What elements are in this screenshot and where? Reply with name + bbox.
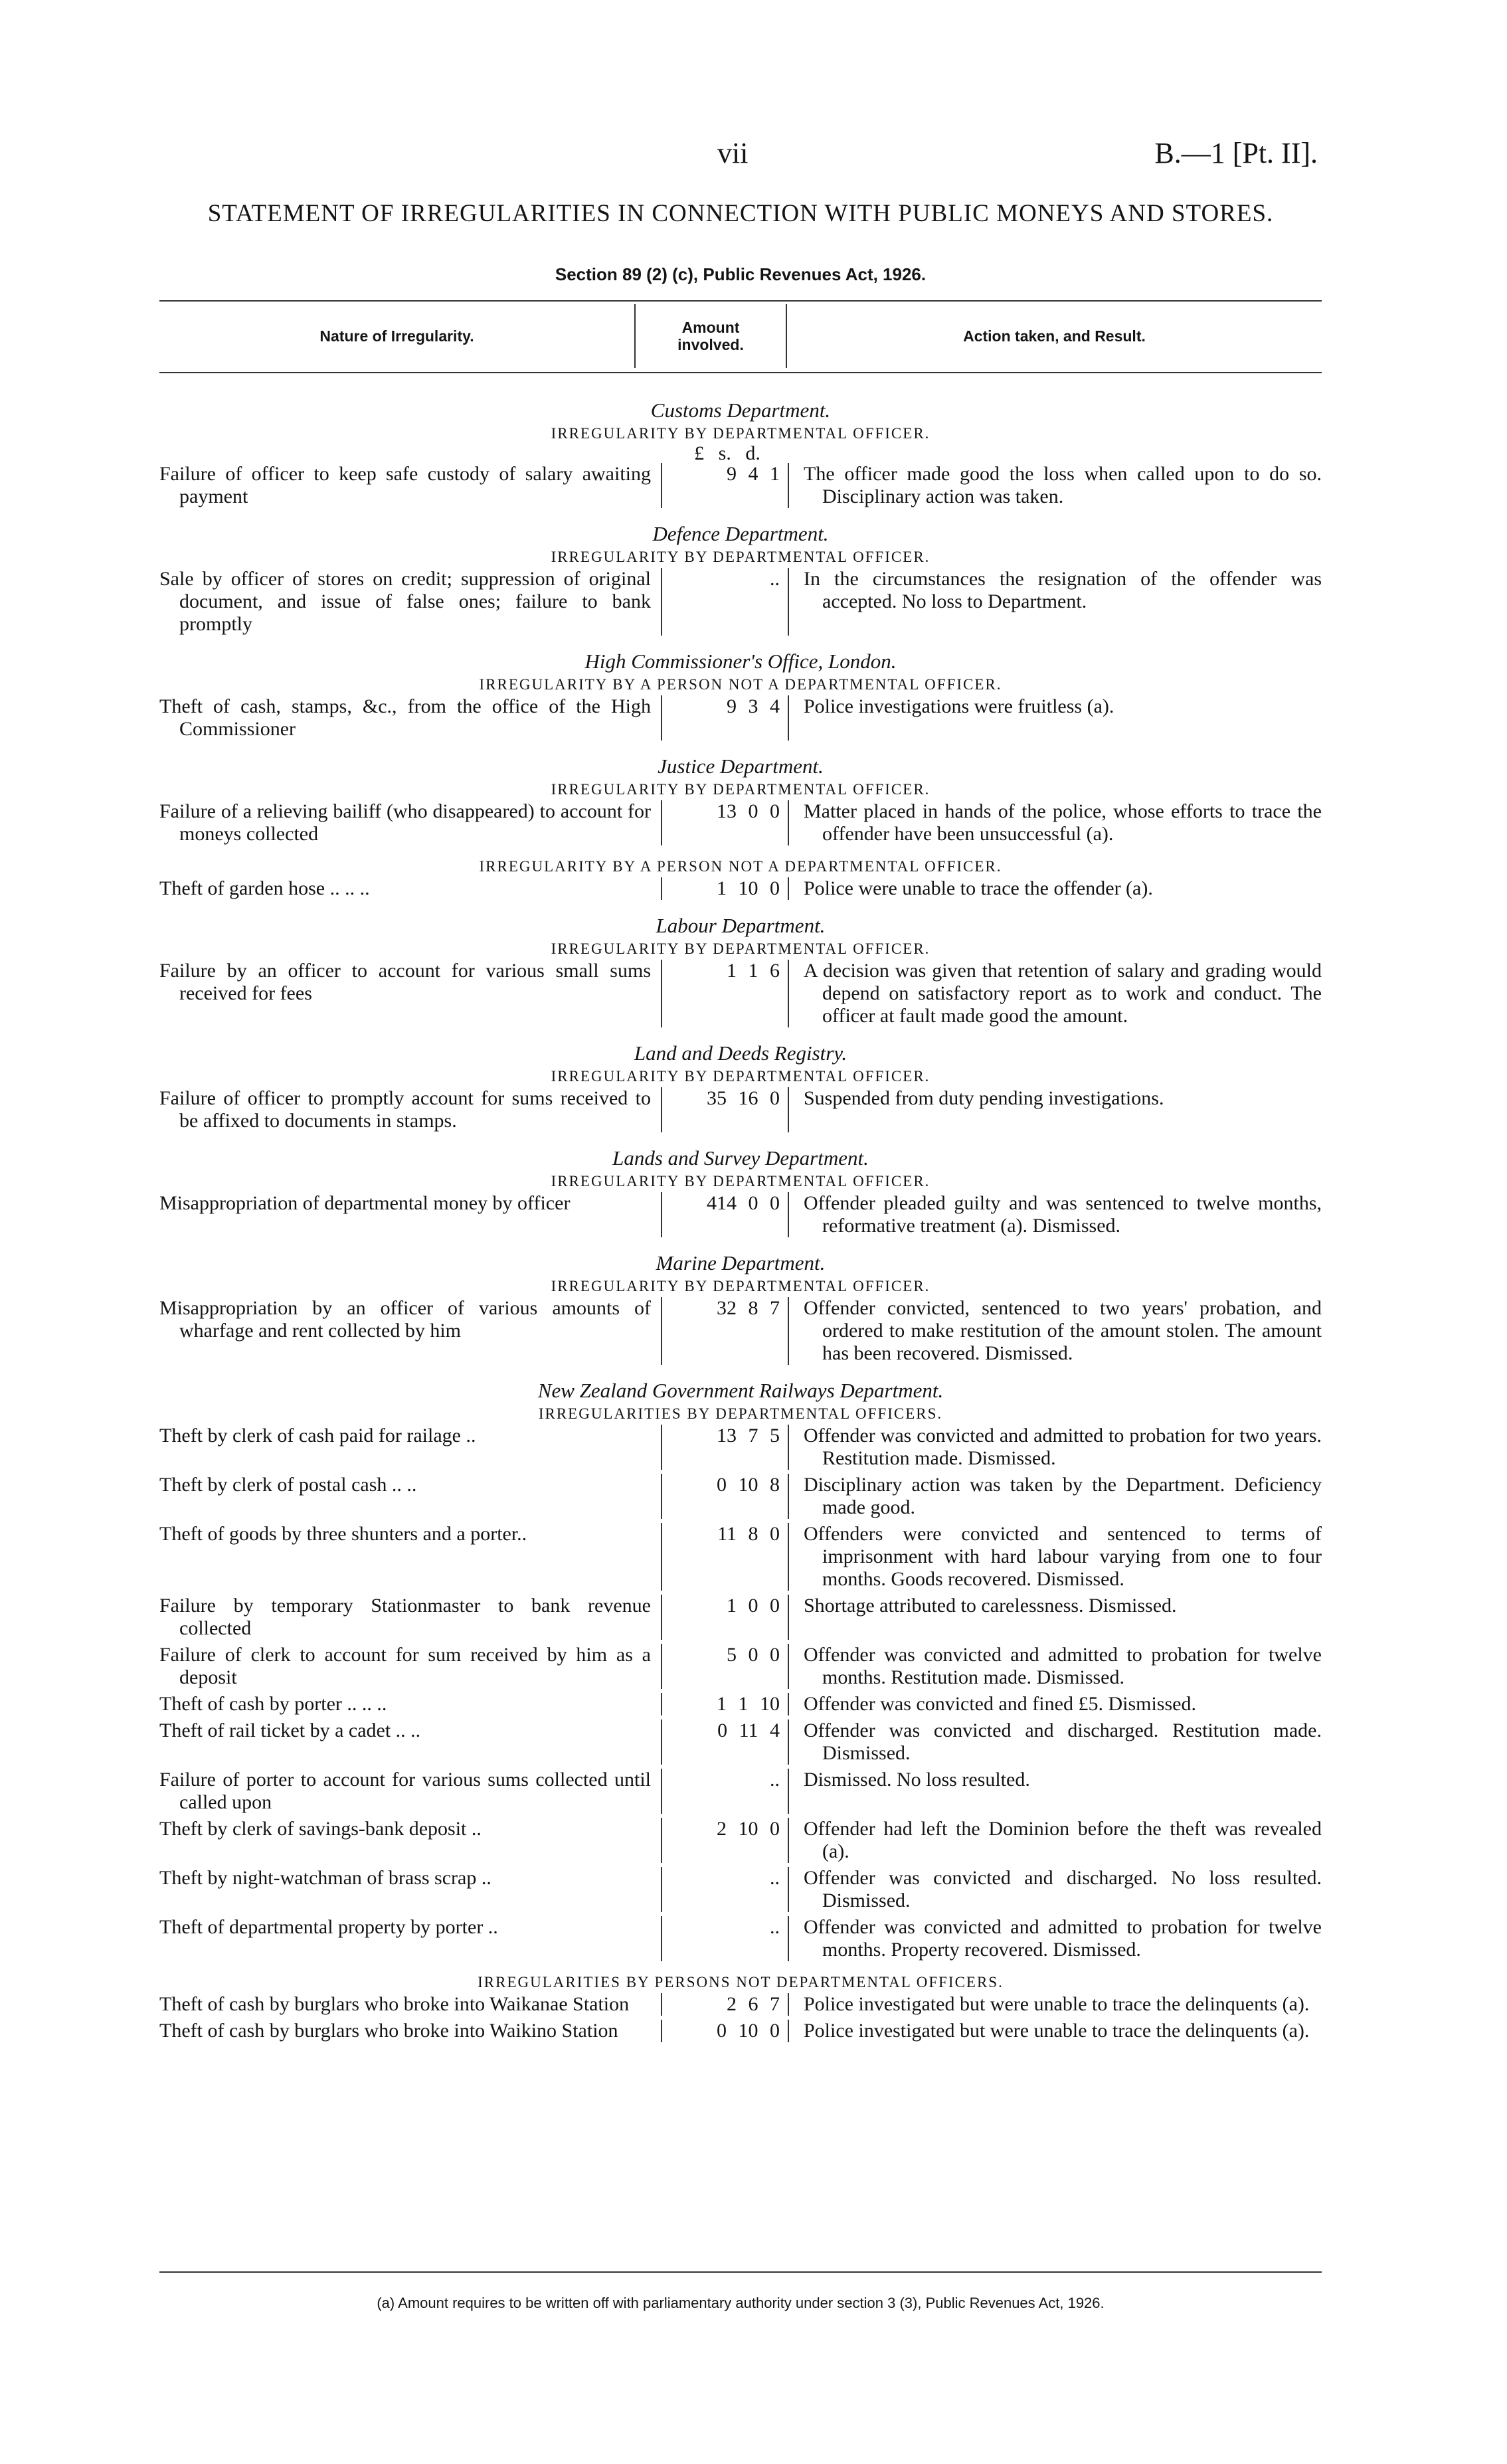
amount-divider-right [788, 1523, 789, 1591]
nature-cell: Theft of goods by three shunters and a porter.. [159, 1523, 527, 1545]
table-row [159, 1297, 1322, 1365]
department-heading: Labour Department. [656, 914, 826, 937]
amount-divider-right [788, 800, 789, 845]
amount-value: 1 1 10 [717, 1693, 780, 1715]
action-cell: Offender was convicted and fined £5. Dismissed. [804, 1693, 1196, 1715]
irregularity-heading: IRREGULARITY BY DEPARTMENTAL OFFICER. [551, 781, 931, 798]
amount-divider-left [661, 695, 662, 741]
table-row [159, 1693, 1322, 1716]
table-row [159, 1818, 1322, 1863]
amount-divider-left [661, 1523, 662, 1591]
amount-cell [651, 1769, 804, 1814]
amount-divider-right [788, 1818, 789, 1863]
amount-cell [651, 1595, 804, 1640]
amount-divider-right [788, 1192, 789, 1237]
amount-divider-right [788, 568, 789, 636]
amount-cell [651, 800, 804, 845]
group-gap [159, 1365, 1322, 1375]
irregularity-heading: IRREGULARITY BY DEPARTMENTAL OFFICER. [551, 1173, 931, 1189]
table-row [159, 1644, 1322, 1689]
action-cell: Police investigated but were unable to trace the delinquents (a). [804, 2020, 1310, 2042]
action-cell: Offender was convicted and admitted to probation for twelve months. Restitution made. Dismissed. [804, 1644, 1322, 1688]
nature-cell: Theft of cash by burglars who broke into Waikino Station [159, 2020, 618, 2042]
amount-divider-left [661, 568, 662, 636]
amount-value: .. [770, 568, 780, 590]
amount-cell [651, 1087, 804, 1132]
amount-divider-left [661, 1087, 662, 1132]
footnote: (a) Amount requires to be written off with parliamentary authority under section 3 (3), Public Revenues Act, 1926. [377, 2295, 1105, 2311]
irregularity-heading: IRREGULARITY BY DEPARTMENTAL OFFICER. [551, 549, 931, 565]
amount-divider-right [788, 1425, 789, 1470]
amount-value: .. [770, 1867, 780, 1889]
department-heading: High Commissioner's Office, London. [584, 650, 897, 673]
amount-divider-right [788, 1087, 789, 1132]
amount-divider-left [661, 1769, 662, 1814]
amount-value: 13 7 5 [717, 1425, 780, 1447]
group-gap [159, 900, 1322, 911]
amount-value: 2 10 0 [717, 1818, 780, 1840]
nature-cell: Theft by clerk of cash paid for railage .. [159, 1425, 476, 1447]
amount-value: .. [770, 1769, 780, 1791]
table-row [159, 1769, 1322, 1814]
amount-divider-right [788, 1693, 789, 1716]
table-row [159, 2020, 1322, 2042]
irregularity-heading: IRREGULARITY BY DEPARTMENTAL OFFICER. [551, 1278, 931, 1294]
amount-divider-left [661, 800, 662, 845]
amount-divider-right [788, 1916, 789, 1961]
action-cell: The officer made good the loss when called upon to do so. Disciplinary action was taken. [804, 463, 1322, 507]
amount-cell [651, 568, 804, 636]
amount-cell [651, 1693, 804, 1716]
nature-cell: Theft by clerk of savings-bank deposit .. [159, 1818, 482, 1840]
amount-divider-left [661, 1595, 662, 1640]
amount-divider-left [661, 2020, 662, 2042]
department-heading: Defence Department. [652, 522, 829, 545]
amount-cell [651, 1425, 804, 1470]
action-cell: Offender pleaded guilty and was sentenced to twelve months, reformative treatment (a). Dismissed. [804, 1192, 1322, 1237]
nature-cell: Misappropriation by an officer of various amounts of wharfage and rent collected by him [159, 1297, 651, 1342]
amount-cell [651, 695, 804, 741]
amount-divider-left [661, 877, 662, 900]
column-header-amount: Amount involved. [677, 319, 744, 353]
action-cell: Police were unable to trace the offender (a). [804, 877, 1153, 899]
nature-cell: Theft of rail ticket by a cadet .. .. [159, 1719, 421, 1741]
amount-divider-left [661, 1297, 662, 1365]
header-divider-left [634, 304, 636, 368]
currency-units-row [159, 444, 1322, 463]
nature-cell: Failure of officer to promptly account for sums received to be affixed to documents in stamps. [159, 1087, 651, 1132]
department-heading: New Zealand Government Railways Department. [537, 1379, 944, 1402]
amount-divider-right [788, 1993, 789, 2016]
amount-value: 1 1 6 [727, 960, 780, 982]
irregularity-heading: IRREGULARITY BY DEPARTMENTAL OFFICER. [551, 425, 931, 442]
amount-value: .. [770, 1916, 780, 1938]
department-heading: Marine Department. [656, 1251, 826, 1275]
action-cell: Offenders were convicted and sentenced to terms of imprisonment with hard labour varying from one to four months. Goods recovered. Dismissed. [804, 1523, 1322, 1590]
nature-cell: Theft by clerk of postal cash .. .. [159, 1474, 417, 1496]
page-title: STATEMENT OF IRREGULARITIES IN CONNECTION WITH PUBLIC MONEYS AND STORES. [207, 200, 1274, 227]
amount-cell [651, 1192, 804, 1237]
nature-cell: Theft by night-watchman of brass scrap .. [159, 1867, 491, 1889]
amount-divider-right [788, 877, 789, 900]
amount-cell [651, 1719, 804, 1765]
amount-divider-right [788, 1719, 789, 1765]
group-gap [159, 1237, 1322, 1248]
department-heading: Justice Department. [658, 754, 824, 778]
amount-divider-left [661, 1916, 662, 1961]
amount-divider-left [661, 1719, 662, 1765]
department-heading: Customs Department. [650, 398, 831, 422]
amount-value: 32 8 7 [717, 1297, 780, 1319]
table-row [159, 1192, 1322, 1237]
table-row [159, 1595, 1322, 1640]
action-cell: Offender was convicted and admitted to probation for twelve months. Property recovered. Dismissed. [804, 1916, 1322, 1961]
group-gap [159, 508, 1322, 519]
amount-cell [651, 463, 804, 508]
amount-divider-right [788, 463, 789, 508]
header-bottom-rule [159, 372, 1322, 373]
table-row [159, 1867, 1322, 1912]
amount-cell [651, 1297, 804, 1365]
amount-divider-left [661, 960, 662, 1027]
group-gap [159, 1132, 1322, 1143]
nature-cell: Failure of officer to keep safe custody of salary awaiting payment [159, 463, 651, 507]
amount-cell [651, 960, 804, 1027]
table-row [159, 1087, 1322, 1132]
amount-value: 9 3 4 [727, 695, 780, 717]
nature-cell: Theft of cash, stamps, &c., from the office of the High Commissioner [159, 695, 651, 740]
action-cell: Suspended from duty pending investigations. [804, 1087, 1164, 1109]
amount-value: 1 0 0 [727, 1595, 780, 1617]
page-subtitle: Section 89 (2) (c), Public Revenues Act, 1926. [555, 264, 927, 284]
table-row [159, 1916, 1322, 1961]
amount-cell [651, 1916, 804, 1961]
action-cell: In the circumstances the resignation of the offender was accepted. No loss to Department. [804, 568, 1322, 612]
amount-divider-left [661, 1693, 662, 1716]
table-row [159, 1719, 1322, 1765]
action-cell: Offender convicted, sentenced to two years' probation, and ordered to make restitution of the amount stolen. The amount has been recovered. Dismissed. [804, 1297, 1322, 1364]
amount-divider-right [788, 2020, 789, 2042]
nature-cell: Theft of cash by porter .. .. .. [159, 1693, 387, 1715]
amount-divider-left [661, 1818, 662, 1863]
action-cell: Dismissed. No loss resulted. [804, 1769, 1030, 1791]
table-row [159, 463, 1322, 508]
nature-cell: Theft of departmental property by porter .. [159, 1916, 498, 1938]
action-cell: Offender was convicted and admitted to probation for two years. Restitution made. Dismissed. [804, 1425, 1322, 1469]
amount-value: 9 4 1 [727, 463, 780, 485]
amount-value: 11 8 0 [717, 1523, 780, 1545]
amount-value: 35 16 0 [707, 1087, 780, 1109]
nature-cell: Failure of a relieving bailiff (who disappeared) to account for moneys collected [159, 800, 651, 845]
irregularity-heading: IRREGULARITIES BY DEPARTMENTAL OFFICERS. [538, 1405, 943, 1422]
currency-units: £ s. d. [694, 442, 760, 464]
amount-divider-left [661, 1192, 662, 1237]
amount-divider-right [788, 695, 789, 741]
table-row [159, 695, 1322, 741]
column-header-action: Action taken, and Result. [963, 327, 1146, 345]
table-row [159, 800, 1322, 845]
amount-divider-right [788, 1595, 789, 1640]
amount-divider-left [661, 1474, 662, 1519]
amount-cell [651, 1818, 804, 1863]
table-bottom-rule [159, 2271, 1322, 2273]
nature-cell: Theft of cash by burglars who broke into Waikanae Station [159, 1993, 630, 2015]
irregularity-heading: IRREGULARITY BY DEPARTMENTAL OFFICER. [551, 940, 931, 957]
document-reference: B.—1 [Pt. II]. [1154, 137, 1318, 169]
table-row [159, 1425, 1322, 1470]
amount-value: 1 10 0 [717, 877, 780, 899]
amount-value: 414 0 0 [707, 1192, 780, 1214]
nature-cell: Sale by officer of stores on credit; suppression of original document, and issue of false ones; failure to bank promptly [159, 568, 651, 635]
amount-divider-right [788, 1297, 789, 1365]
nature-cell: Failure of porter to account for various sums collected until called upon [159, 1769, 651, 1813]
action-cell: Disciplinary action was taken by the Department. Deficiency made good. [804, 1474, 1322, 1518]
table-row [159, 1523, 1322, 1591]
amount-value: 13 0 0 [717, 800, 780, 822]
irregularity-heading: IRREGULARITY BY A PERSON NOT A DEPARTMENTAL OFFICER. [479, 858, 1002, 875]
department-heading: Lands and Survey Department. [612, 1146, 869, 1170]
amount-value: 2 6 7 [727, 1993, 780, 2015]
action-cell: A decision was given that retention of salary and grading would depend on satisfactory report as to work and conduct. The officer at fault made good the amount. [804, 960, 1322, 1027]
action-cell: Offender had left the Dominion before the theft was revealed (a). [804, 1818, 1322, 1862]
table-row [159, 568, 1322, 636]
group-gap [159, 1961, 1322, 1972]
group-gap [159, 845, 1322, 856]
table-row [159, 1474, 1322, 1519]
table-row [159, 1993, 1322, 2016]
amount-cell [651, 1523, 804, 1591]
amount-divider-left [661, 463, 662, 508]
amount-divider-right [788, 1769, 789, 1814]
department-heading: Land and Deeds Registry. [634, 1041, 847, 1065]
header-divider-right [786, 304, 787, 368]
action-cell: Matter placed in hands of the police, whose efforts to trace the offender have been unsuccessful (a). [804, 800, 1322, 845]
amount-divider-right [788, 1644, 789, 1689]
irregularity-heading: IRREGULARITIES BY PERSONS NOT DEPARTMENTAL OFFICERS. [478, 1974, 1004, 1990]
header-top-rule [159, 300, 1322, 302]
group-gap [159, 2042, 1322, 2053]
nature-cell: Theft of garden hose .. .. .. [159, 877, 370, 899]
amount-cell [651, 1993, 804, 2016]
irregularity-heading: IRREGULARITY BY A PERSON NOT A DEPARTMENTAL OFFICER. [479, 676, 1002, 693]
amount-divider-right [788, 1867, 789, 1912]
group-gap [159, 1027, 1322, 1038]
nature-cell: Failure of clerk to account for sum received by him as a deposit [159, 1644, 651, 1688]
amount-cell [651, 877, 804, 900]
irregularity-heading: IRREGULARITY BY DEPARTMENTAL OFFICER. [551, 1068, 931, 1085]
amount-cell [651, 1474, 804, 1519]
amount-divider-right [788, 1474, 789, 1519]
amount-divider-left [661, 1867, 662, 1912]
table-row [159, 960, 1322, 1027]
nature-cell: Misappropriation of departmental money by officer [159, 1192, 571, 1214]
page-number: vii [717, 137, 749, 169]
nature-cell: Failure by an officer to account for various small sums received for fees [159, 960, 651, 1004]
table-row [159, 877, 1322, 900]
irregularities-table [159, 395, 1322, 2053]
amount-divider-left [661, 1644, 662, 1689]
amount-divider-left [661, 1993, 662, 2016]
column-header-nature: Nature of Irregularity. [319, 327, 474, 345]
amount-value: 0 11 4 [717, 1719, 780, 1741]
amount-value: 0 10 0 [717, 2020, 780, 2042]
amount-cell [651, 2020, 804, 2042]
amount-value: 0 10 8 [717, 1474, 780, 1496]
action-cell: Offender was convicted and discharged. Restitution made. Dismissed. [804, 1719, 1322, 1764]
amount-cell [651, 1644, 804, 1689]
amount-cell [651, 1867, 804, 1912]
group-gap [159, 741, 1322, 751]
amount-divider-left [661, 1425, 662, 1470]
action-cell: Offender was convicted and discharged. No loss resulted. Dismissed. [804, 1867, 1322, 1911]
action-cell: Shortage attributed to carelessness. Dismissed. [804, 1595, 1177, 1617]
group-gap [159, 636, 1322, 646]
amount-value: 5 0 0 [727, 1644, 780, 1666]
amount-divider-right [788, 960, 789, 1027]
action-cell: Police investigated but were unable to trace the delinquents (a). [804, 1993, 1310, 2015]
nature-cell: Failure by temporary Stationmaster to bank revenue collected [159, 1595, 651, 1639]
action-cell: Police investigations were fruitless (a). [804, 695, 1114, 717]
